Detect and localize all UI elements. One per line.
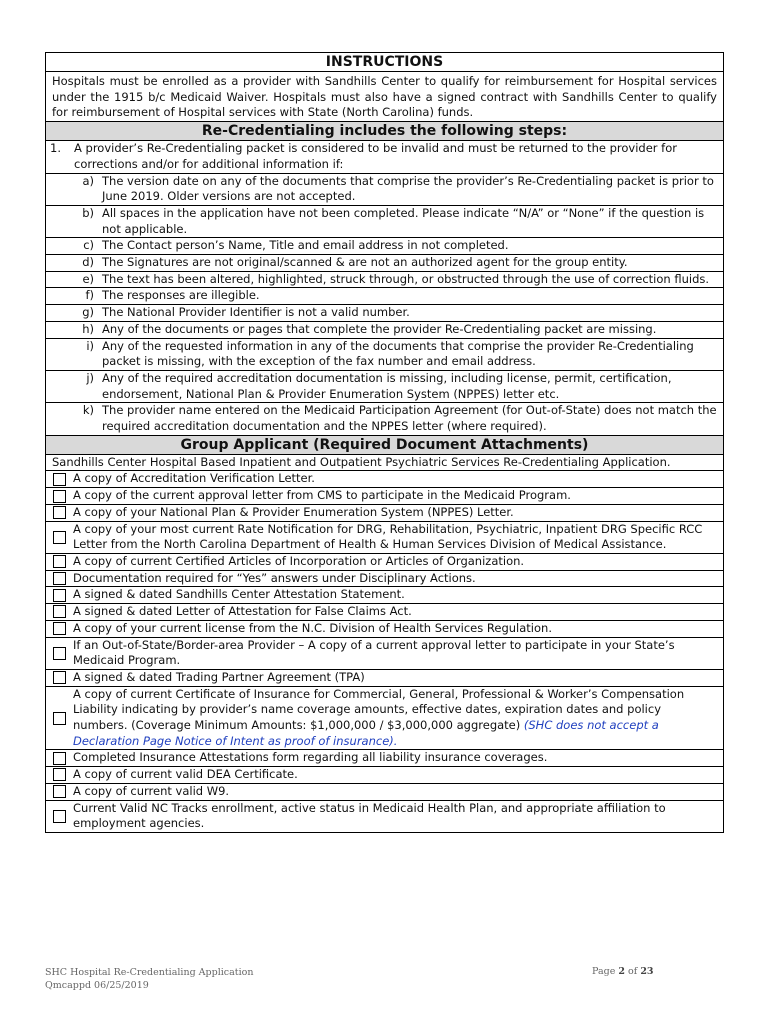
condition-text: The text has been altered, highlighted, struck through, or obstructed through the use of correction fluids. [102, 271, 710, 286]
condition-item [46, 174, 723, 206]
attachment-text [73, 587, 723, 603]
attachment-checkbox[interactable] [53, 589, 66, 602]
attachment-checkbox[interactable] [53, 572, 66, 585]
attachment-text [73, 554, 723, 570]
attachment-label: A copy of your current license from the N.C. Division of Health Services Regulation. [73, 620, 552, 635]
attachment-item [46, 505, 723, 522]
condition-text: Any of the requested information in any of the documents that comprise the provider Re-Credentialing packet is missing, with the exception of the fax number and email address. [102, 338, 694, 369]
attachment-checkbox[interactable] [53, 752, 66, 765]
attachment-checkbox[interactable] [53, 622, 66, 635]
attachment-checkbox[interactable] [53, 768, 66, 781]
attachment-text [73, 767, 723, 783]
attachment-checkbox[interactable] [53, 531, 66, 544]
attachment-label: A copy of current valid DEA Certificate. [73, 767, 298, 782]
condition-text: The Contact person’s Name, Title and email address in not completed. [102, 238, 509, 253]
attachment-label: A copy of current Certificate of Insurance for Commercial, General, Professional & Worker’s Compensation Liability indicating by provider’s name coverage amounts, effective dates, expiration dates and policy numbers. (Coverage Minimum Amounts: $1,000,000 / $3,000,000 aggregate) [73, 686, 685, 733]
attachment-item [46, 471, 723, 488]
attachment-checkbox[interactable] [53, 555, 66, 568]
condition-letter: e) [82, 271, 94, 286]
condition-text: All spaces in the application have not been completed. Please indicate “N/A” or “None” if the question is not applicable. [102, 205, 705, 236]
attachment-checkbox[interactable] [53, 473, 66, 486]
attachment-checkbox[interactable] [53, 810, 66, 823]
attachment-label: A copy of your National Plan & Provider Enumeration System (NPPES) Letter. [73, 504, 514, 519]
attachment-text [73, 505, 723, 521]
condition-text: The responses are illegible. [102, 288, 260, 303]
condition-letter: a) [82, 173, 94, 188]
attachment-item [46, 554, 723, 571]
attachment-text [73, 750, 723, 766]
attachment-text [73, 670, 723, 686]
attachment-label: A signed & dated Sandhills Center Attestation Statement. [73, 587, 405, 602]
step-number: 1. [50, 141, 61, 156]
recredentialing-steps-heading: Re-Credentialing includes the following steps: [46, 122, 723, 141]
condition-item [46, 339, 723, 371]
condition-item [46, 272, 723, 289]
condition-text: The National Provider Identifier is not a valid number. [102, 305, 410, 320]
page-number: Page 2 of 23 [592, 966, 654, 977]
condition-item [46, 305, 723, 322]
condition-item [46, 255, 723, 272]
attachment-text [73, 621, 723, 637]
footer-title: SHC Hospital Re-Credentialing Application [45, 967, 254, 978]
attachment-item [46, 488, 723, 505]
condition-item [46, 206, 723, 238]
condition-letter: k) [82, 403, 94, 418]
condition-letter: j) [86, 370, 94, 385]
attachment-item [46, 750, 723, 767]
condition-item [46, 288, 723, 305]
condition-letter: d) [82, 255, 94, 270]
condition-item [46, 403, 723, 435]
attachment-label: A copy of Accreditation Verification Letter. [73, 471, 315, 486]
condition-item [46, 238, 723, 255]
attachment-label: A copy of the current approval letter from CMS to participate in the Medicaid Program. [73, 488, 571, 503]
group-applicant-heading: Group Applicant (Required Document Attachments) [46, 436, 723, 455]
attachment-item [46, 604, 723, 621]
footer-version: Qmcappd 06/25/2019 [45, 980, 149, 991]
attachment-checkbox[interactable] [53, 671, 66, 684]
attachment-label: A copy of current Certified Articles of Incorporation or Articles of Organization. [73, 553, 525, 568]
attachment-item [46, 670, 723, 687]
attachment-checkbox[interactable] [53, 712, 66, 725]
condition-letter: g) [82, 305, 94, 320]
attachment-item [46, 767, 723, 784]
condition-text: Any of the required accreditation documentation is missing, including license, permit, certification, endorsement, National Plan & Provider Enumeration System (NPPES) letter etc. [102, 370, 672, 401]
attachment-item [46, 638, 723, 670]
attachment-text [73, 571, 723, 587]
attachment-text [73, 604, 723, 620]
attachment-checkbox[interactable] [53, 506, 66, 519]
attachment-checkbox[interactable] [53, 785, 66, 798]
condition-item [46, 371, 723, 403]
insurance-note: (SHC does not accept a Declaration Page Notice of Intent as proof of insurance). [73, 718, 659, 748]
footer [45, 966, 253, 992]
attachment-label: A signed & dated Trading Partner Agreement (TPA) [73, 669, 365, 684]
condition-text: The Signatures are not original/scanned & are not an authorized agent for the group entity. [102, 255, 628, 270]
condition-text: The provider name entered on the Medicaid Participation Agreement (for Out-of-State) does not match the required accreditation documentation and the NPPES letter (where required). [102, 403, 717, 434]
condition-letter: c) [83, 238, 94, 253]
attachment-text [73, 784, 723, 800]
attachment-checkbox[interactable] [53, 605, 66, 618]
invalid-conditions-list [46, 174, 723, 436]
attachment-item [46, 687, 723, 751]
required-attachments-list [46, 471, 723, 831]
condition-letter: h) [82, 321, 94, 336]
attachment-text [73, 522, 723, 553]
attachment-label: A signed & dated Letter of Attestation for False Claims Act. [73, 604, 412, 619]
attachment-label: Current Valid NC Tracks enrollment, active status in Medicaid Health Plan, and appropriate affiliation to employment agencies. [73, 800, 666, 831]
attachment-checkbox[interactable] [53, 490, 66, 503]
instructions-document [45, 52, 724, 833]
attachment-text [73, 471, 723, 487]
attachment-text [73, 687, 723, 750]
attachment-label: Completed Insurance Attestations form regarding all liability insurance coverages. [73, 750, 548, 765]
attachment-text [73, 638, 723, 669]
condition-item [46, 322, 723, 339]
attachment-item [46, 801, 723, 832]
attachment-item [46, 522, 723, 554]
attachment-label: A copy of your most current Rate Notification for DRG, Rehabilitation, Psychiatric, Inpatient DRG Specific RCC Letter from the North Carolina Department of Health & Human Services Division of Medical Assistance. [73, 521, 703, 552]
step-1 [46, 141, 723, 173]
attachment-label: If an Out-of-State/Border-area Provider – A copy of a current approval letter to participate in your State’s Medicaid Program. [73, 637, 675, 668]
condition-letter: f) [85, 288, 94, 303]
instructions-intro: Hospitals must be enrolled as a provider with Sandhills Center to qualify for reimbursement for Hospital services under the 1915 b/c Medicaid Waiver. Hospitals must also have a signed contract with Sandhills Center to qualify for reimbursement of Hospital services with State (North Carolina) funds. [46, 72, 723, 122]
group-applicant-intro: Sandhills Center Hospital Based Inpatient and Outpatient Psychiatric Services Re-Credentialing Application. [46, 455, 723, 472]
attachment-item [46, 571, 723, 588]
attachment-text [73, 488, 723, 504]
instructions-title: INSTRUCTIONS [46, 53, 723, 72]
attachment-text [73, 801, 723, 832]
attachment-item [46, 621, 723, 638]
condition-letter: i) [86, 338, 94, 353]
attachment-label: Documentation required for “Yes” answers under Disciplinary Actions. [73, 570, 476, 585]
attachment-item [46, 784, 723, 801]
condition-text: The version date on any of the documents that comprise the provider’s Re-Credentialing packet is prior to June 2019. Older versions are not accepted. [102, 173, 714, 204]
step-text: A provider’s Re-Credentialing packet is considered to be invalid and must be returned to the provider for corrections and/or for additional information if: [74, 141, 677, 171]
attachment-item [46, 587, 723, 604]
condition-text: Any of the documents or pages that complete the provider Re-Credentialing packet are missing. [102, 321, 657, 336]
attachment-checkbox[interactable] [53, 647, 66, 660]
attachment-label: A copy of current valid W9. [73, 783, 230, 798]
condition-letter: b) [82, 205, 94, 220]
